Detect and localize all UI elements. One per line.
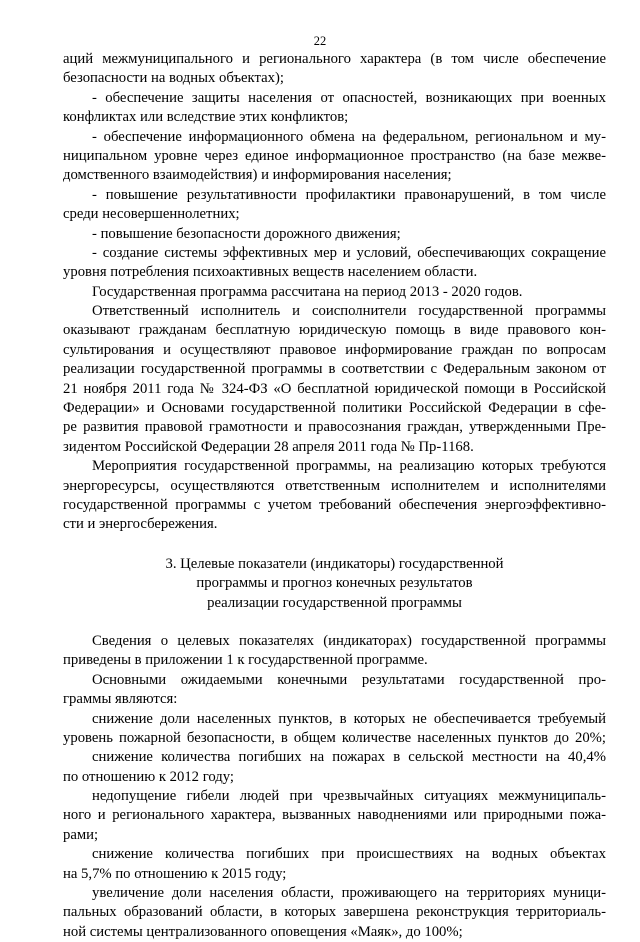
text-line: пальных образований области, в которых завершена реконструкция территориаль- — [63, 904, 606, 921]
text-line: - обеспечение информационного обмена на федеральном, региональном и му- — [92, 128, 606, 145]
document-body — [63, 50, 606, 942]
text-line: ниципальном уровне через единое информационное пространство (на базе межве- — [63, 147, 606, 164]
text-line: Мероприятия государственной программы, на реализацию которых требуются — [92, 458, 606, 475]
text-line: аций межмуниципального и регионального характера (в том числе обеспечение — [63, 51, 606, 67]
text-line: снижение количества погибших на пожарах в сельской местности на 40,4% — [92, 749, 606, 766]
text-line: энергоресурсы, осуществляются ответственным исполнителем и исполнителями — [63, 477, 606, 494]
text-line: оказывают гражданам бесплатную юридическую помощь в виде правового кон- — [63, 322, 606, 339]
text-line: среди несовершеннолетних; — [63, 206, 240, 223]
text-line: конфликтах или вследствие этих конфликтов; — [63, 109, 349, 126]
text-line: Государственная программа рассчитана на период 2013 - 2020 годов. — [92, 283, 523, 300]
text-line: приведены в приложении 1 к государственной программе. — [63, 652, 428, 669]
text-line: ного и регионального характера, вызванных наводнениями или природными пожа- — [63, 807, 606, 824]
text-line: - обеспечение защиты населения от опасностей, возникающих при военных — [92, 89, 606, 106]
paragraph-gap — [63, 613, 606, 632]
text-line: уровень пожарной безопасности, в общем количестве населенных пунктов до 20%; — [63, 729, 606, 746]
paragraph-gap — [63, 535, 606, 555]
text-line: недопущение гибели людей при чрезвычайных ситуациях межмуниципаль- — [92, 788, 606, 805]
page-number: 22 — [313, 34, 327, 48]
text-line: 21 ноября 2011 года № 324-ФЗ «О бесплатной юридической помощи в Российской — [63, 380, 606, 397]
text-line: ной системы централизованного оповещения «Маяк», до 100%; — [63, 923, 463, 940]
text-line: сультирования и осуществляют правовое информирование граждан по вопросам — [63, 341, 606, 358]
text-line: - повышение результативности профилактики правонарушений, в том числе — [92, 186, 606, 203]
text-line: на 5,7% по отношению к 2015 году; — [63, 865, 287, 882]
text-line: рами; — [63, 826, 99, 843]
text-line: зидентом Российской Федерации 28 апреля 2011 года № Пр-1168. — [63, 438, 474, 455]
text-line: Ответственный исполнитель и соисполнители государственной программы — [92, 303, 606, 320]
text-line: уровня потребления психоактивных веществ населением области. — [63, 264, 478, 281]
text-line: - создание системы эффективных мер и условий, обеспечивающих сокращение — [92, 244, 606, 261]
section-heading-line: реализации государственной программы — [207, 594, 462, 611]
text-line: государственной программы с учетом требований обеспечения энергоэффективно- — [63, 496, 606, 513]
text-line: по отношению к 2012 году; — [63, 768, 234, 785]
text-line: снижение количества погибших при происшествиях на водных объектах — [92, 846, 606, 863]
text-line: сти и энергосбережения. — [63, 516, 218, 533]
text-line: - повышение безопасности дорожного движения; — [92, 225, 401, 242]
text-line: Основными ожидаемыми конечными результатами государственной про- — [92, 671, 606, 688]
text-line: увеличение доли населения области, проживающего на территориях муници- — [92, 885, 606, 902]
text-line: домственного взаимодействия) и информирования населения; — [63, 167, 452, 184]
text-line: ре развития правовой грамотности и правосознания граждан, утвержденными Пре- — [63, 419, 606, 436]
text-line: Федерации» и Основами государственной политики Российской Федерации в сфе- — [63, 400, 606, 417]
text-line: снижение доли населенных пунктов, в которых не обеспечивается требуемый — [92, 710, 606, 727]
section-heading-line: 3. Целевые показатели (индикаторы) государственной — [165, 555, 504, 572]
text-line: реализации государственной программы в соответствии с Федеральным законом от — [63, 361, 606, 378]
section-heading-line: программы и прогноз конечных результатов — [196, 575, 473, 592]
text-line: безопасности на водных объектах); — [63, 70, 284, 87]
text-line: Сведения о целевых показателях (индикаторах) государственной программы — [92, 632, 606, 649]
text-line: граммы являются: — [63, 691, 178, 708]
